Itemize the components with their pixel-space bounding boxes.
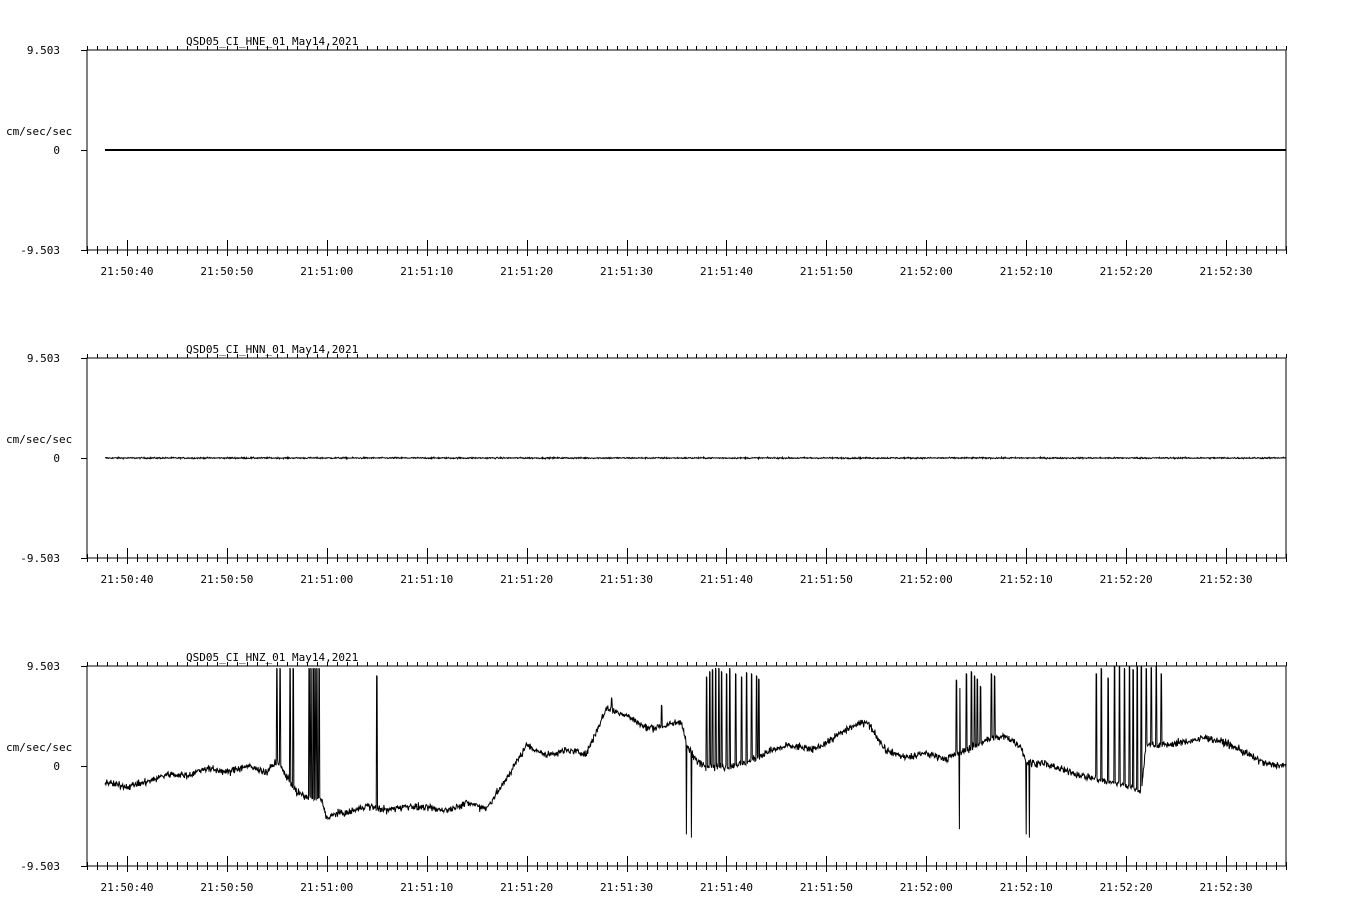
- x-tick-label: 21:51:10: [400, 573, 454, 586]
- y-tick-label: 9.503: [26, 660, 60, 673]
- x-tick-label: 21:51:20: [500, 881, 554, 894]
- x-tick-label: 21:50:40: [100, 265, 154, 278]
- x-tick-label: 21:52:00: [899, 881, 953, 894]
- x-tick-label: 21:51:00: [300, 265, 354, 278]
- x-tick-label: 21:52:30: [1199, 265, 1253, 278]
- seismogram-panel: [6, 651, 1287, 894]
- y-tick-label: -9.503: [20, 552, 60, 565]
- x-tick-label: 21:52:20: [1099, 265, 1153, 278]
- y-tick-label: 0: [53, 452, 60, 465]
- x-tick-label: 21:52:20: [1099, 573, 1153, 586]
- x-tick-label: 21:51:50: [799, 881, 853, 894]
- y-tick-label: 0: [53, 144, 60, 157]
- x-tick-label: 21:51:20: [500, 265, 554, 278]
- y-axis-label: cm/sec/sec: [6, 433, 73, 446]
- x-tick-label: 21:51:00: [300, 881, 354, 894]
- y-axis-label: cm/sec/sec: [6, 741, 73, 754]
- x-tick-label: 21:51:40: [699, 881, 753, 894]
- x-tick-label: 21:50:40: [100, 881, 154, 894]
- panel-title: QSD05_CI_HNZ_01 May14,2021: [186, 651, 359, 664]
- x-tick-label: 21:50:50: [200, 265, 254, 278]
- x-tick-label: 21:51:00: [300, 573, 354, 586]
- x-tick-label: 21:51:10: [400, 881, 454, 894]
- x-tick-label: 21:50:50: [200, 881, 254, 894]
- y-tick-label: 9.503: [26, 44, 60, 57]
- x-tick-label: 21:50:50: [200, 573, 254, 586]
- waveform-trace: [105, 457, 1286, 459]
- seismogram-panel: [6, 35, 1287, 278]
- x-tick-label: 21:52:00: [899, 265, 953, 278]
- y-tick-label: 0: [53, 760, 60, 773]
- x-tick-label: 21:50:40: [100, 573, 154, 586]
- x-tick-label: 21:51:20: [500, 573, 554, 586]
- x-tick-label: 21:51:30: [600, 881, 654, 894]
- x-tick-label: 21:51:50: [799, 265, 853, 278]
- x-tick-label: 21:51:40: [699, 573, 753, 586]
- panel-title: QSD05_CI_HNN_01 May14,2021: [186, 343, 359, 356]
- x-tick-label: 21:51:50: [799, 573, 853, 586]
- x-tick-label: 21:52:30: [1199, 881, 1253, 894]
- panel-title: QSD05_CI_HNE_01 May14,2021: [186, 35, 359, 48]
- x-tick-label: 21:52:10: [999, 265, 1053, 278]
- x-tick-label: 21:52:10: [999, 881, 1053, 894]
- waveform-trace: [105, 666, 1286, 838]
- x-tick-label: 21:51:30: [600, 265, 654, 278]
- y-tick-label: -9.503: [20, 860, 60, 873]
- seismogram-panel: [6, 343, 1287, 586]
- y-axis-label: cm/sec/sec: [6, 125, 73, 138]
- x-tick-label: 21:52:20: [1099, 881, 1153, 894]
- x-tick-label: 21:52:10: [999, 573, 1053, 586]
- x-tick-label: 21:52:30: [1199, 573, 1253, 586]
- x-tick-label: 21:51:10: [400, 265, 454, 278]
- x-tick-label: 21:51:30: [600, 573, 654, 586]
- y-tick-label: -9.503: [20, 244, 60, 257]
- x-tick-label: 21:51:40: [699, 265, 753, 278]
- y-tick-label: 9.503: [26, 352, 60, 365]
- x-tick-label: 21:52:00: [899, 573, 953, 586]
